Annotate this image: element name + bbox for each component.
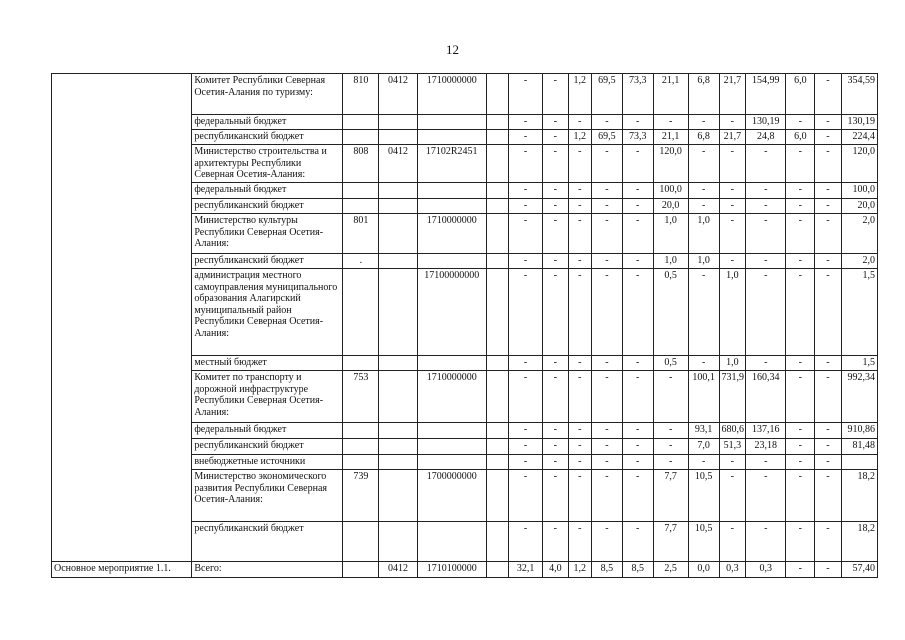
value-cell: 354,59 — [841, 74, 877, 115]
value-cell — [486, 371, 508, 423]
value-cell: 2,0 — [841, 214, 877, 254]
value-cell: 1,2 — [568, 130, 591, 145]
code-cell: 808 — [343, 145, 379, 183]
value-cell: - — [509, 199, 543, 214]
value-cell: - — [543, 199, 569, 214]
code-cell — [417, 522, 486, 562]
code-cell — [343, 522, 379, 562]
executor-cell: республиканский бюджет — [192, 254, 343, 269]
value-cell: - — [653, 423, 688, 439]
code-cell — [417, 423, 486, 439]
code-cell: 17102R2451 — [417, 145, 486, 183]
value-cell — [486, 130, 508, 145]
code-cell — [343, 356, 379, 371]
code-cell — [343, 199, 379, 214]
value-cell: - — [622, 183, 653, 199]
value-cell: 20,0 — [653, 199, 688, 214]
value-cell: 69,5 — [591, 130, 622, 145]
value-cell: - — [688, 356, 719, 371]
value-cell: - — [786, 145, 815, 183]
value-cell: - — [568, 423, 591, 439]
value-cell: 0,0 — [688, 562, 719, 578]
value-cell: - — [622, 356, 653, 371]
value-cell: - — [568, 214, 591, 254]
value-cell: 57,40 — [841, 562, 877, 578]
value-cell: - — [568, 356, 591, 371]
executor-cell: Комитет Республики Северная Осетия-Алания по туризму: — [192, 74, 343, 115]
value-cell: 1,5 — [841, 269, 877, 356]
code-cell — [417, 356, 486, 371]
value-cell: - — [591, 254, 622, 269]
value-cell: 69,5 — [591, 74, 622, 115]
value-cell: - — [543, 356, 569, 371]
code-cell — [379, 439, 417, 455]
value-cell: 21,1 — [653, 130, 688, 145]
program-label-cell — [52, 74, 192, 562]
value-cell: 6,8 — [688, 74, 719, 115]
code-cell — [379, 455, 417, 470]
value-cell: 18,2 — [841, 522, 877, 562]
value-cell: - — [543, 470, 569, 522]
value-cell: 160,34 — [746, 371, 786, 423]
value-cell: 73,3 — [622, 130, 653, 145]
value-cell: 1,0 — [719, 269, 746, 356]
value-cell: 20,0 — [841, 199, 877, 214]
value-cell: 81,48 — [841, 439, 877, 455]
code-cell: 17100000000 — [417, 269, 486, 356]
value-cell: 6,8 — [688, 130, 719, 145]
executor-cell: Министерство строительства и архитектуры Республики Северная Осетия-Алания: — [192, 145, 343, 183]
code-cell: 1710000000 — [417, 74, 486, 115]
value-cell: - — [568, 254, 591, 269]
value-cell — [486, 455, 508, 470]
value-cell: - — [568, 371, 591, 423]
value-cell: - — [815, 522, 842, 562]
value-cell: - — [719, 214, 746, 254]
value-cell — [486, 183, 508, 199]
value-cell: 224,4 — [841, 130, 877, 145]
value-cell: - — [509, 470, 543, 522]
value-cell — [486, 254, 508, 269]
main-row — [52, 562, 878, 578]
value-cell: - — [591, 199, 622, 214]
value-cell: - — [815, 423, 842, 439]
executor-cell: Всего: — [192, 562, 343, 578]
value-cell: - — [568, 269, 591, 356]
executor-cell: федеральный бюджет — [192, 115, 343, 130]
value-cell: - — [509, 439, 543, 455]
executor-cell: Министерство культуры Республики Северная Осетия-Алания: — [192, 214, 343, 254]
value-cell: 23,18 — [746, 439, 786, 455]
value-cell: 8,5 — [591, 562, 622, 578]
value-cell: - — [786, 199, 815, 214]
value-cell: - — [509, 522, 543, 562]
executor-cell: федеральный бюджет — [192, 423, 343, 439]
value-cell: 21,7 — [719, 130, 746, 145]
value-cell: - — [688, 183, 719, 199]
value-cell: - — [591, 269, 622, 356]
value-cell: - — [688, 455, 719, 470]
table-row — [52, 74, 878, 115]
value-cell: 2,0 — [841, 254, 877, 269]
code-cell — [343, 183, 379, 199]
value-cell: - — [746, 214, 786, 254]
value-cell: 0,5 — [653, 269, 688, 356]
value-cell: - — [815, 130, 842, 145]
value-cell: 0,5 — [653, 356, 688, 371]
value-cell — [841, 455, 877, 470]
code-cell — [417, 199, 486, 214]
value-cell: - — [815, 183, 842, 199]
value-cell: 18,2 — [841, 470, 877, 522]
value-cell: 32,1 — [509, 562, 543, 578]
value-cell: - — [786, 439, 815, 455]
code-cell: 739 — [343, 470, 379, 522]
value-cell: - — [509, 74, 543, 115]
main-event-label: Основное мероприятие 1.1. — [52, 562, 192, 578]
value-cell: - — [746, 199, 786, 214]
code-cell: . — [343, 254, 379, 269]
value-cell: - — [719, 470, 746, 522]
value-cell: - — [509, 371, 543, 423]
value-cell: - — [568, 455, 591, 470]
page-number: 12 — [446, 42, 459, 57]
value-cell: - — [543, 371, 569, 423]
value-cell: - — [746, 254, 786, 269]
value-cell: - — [815, 371, 842, 423]
value-cell: - — [568, 439, 591, 455]
value-cell: - — [509, 214, 543, 254]
value-cell: 1,5 — [841, 356, 877, 371]
value-cell: - — [591, 470, 622, 522]
code-cell — [343, 455, 379, 470]
value-cell: - — [591, 371, 622, 423]
value-cell: 10,5 — [688, 522, 719, 562]
executor-cell: республиканский бюджет — [192, 130, 343, 145]
code-cell — [417, 455, 486, 470]
value-cell: 992,34 — [841, 371, 877, 423]
code-cell: 0412 — [379, 74, 417, 115]
code-cell — [379, 371, 417, 423]
value-cell: 680,6 — [719, 423, 746, 439]
code-cell — [343, 439, 379, 455]
value-cell: 2,5 — [653, 562, 688, 578]
code-cell: 1700000000 — [417, 470, 486, 522]
value-cell: 910,86 — [841, 423, 877, 439]
value-cell: - — [786, 522, 815, 562]
executor-cell: республиканский бюджет — [192, 439, 343, 455]
executor-cell: администрация местного самоуправления муниципального образования Алагирский муниципальный район Республики Северная Осетия-Алания: — [192, 269, 343, 356]
code-cell — [343, 423, 379, 439]
value-cell: 1,0 — [688, 254, 719, 269]
value-cell: 7,0 — [688, 439, 719, 455]
executor-cell: Комитет по транспорту и дорожной инфраструктуре Республики Северная Осетия-Алания: — [192, 371, 343, 423]
value-cell — [486, 214, 508, 254]
value-cell — [486, 423, 508, 439]
code-cell — [379, 522, 417, 562]
value-cell: - — [746, 455, 786, 470]
value-cell: 1,2 — [568, 562, 591, 578]
value-cell: - — [509, 423, 543, 439]
value-cell: - — [591, 214, 622, 254]
value-cell: - — [543, 145, 569, 183]
code-cell — [379, 470, 417, 522]
value-cell: 120,0 — [841, 145, 877, 183]
value-cell: 21,7 — [719, 74, 746, 115]
value-cell — [486, 522, 508, 562]
value-cell: 100,0 — [653, 183, 688, 199]
value-cell: - — [622, 439, 653, 455]
value-cell: - — [786, 254, 815, 269]
value-cell: - — [543, 522, 569, 562]
value-cell: - — [591, 115, 622, 130]
code-cell — [417, 439, 486, 455]
value-cell: - — [653, 115, 688, 130]
value-cell: - — [543, 74, 569, 115]
value-cell — [486, 269, 508, 356]
value-cell: 130,19 — [841, 115, 877, 130]
value-cell: - — [591, 145, 622, 183]
code-cell — [379, 423, 417, 439]
value-cell: - — [543, 269, 569, 356]
value-cell: 7,7 — [653, 470, 688, 522]
value-cell: 4,0 — [543, 562, 569, 578]
value-cell: - — [509, 356, 543, 371]
code-cell: 810 — [343, 74, 379, 115]
value-cell: - — [815, 214, 842, 254]
value-cell: - — [509, 455, 543, 470]
value-cell: - — [688, 145, 719, 183]
value-cell: - — [786, 562, 815, 578]
value-cell: - — [815, 74, 842, 115]
code-cell — [417, 115, 486, 130]
value-cell: - — [543, 423, 569, 439]
value-cell: - — [815, 356, 842, 371]
value-cell — [486, 470, 508, 522]
value-cell: 10,5 — [688, 470, 719, 522]
value-cell — [486, 356, 508, 371]
value-cell: - — [815, 562, 842, 578]
code-cell — [379, 254, 417, 269]
value-cell: 120,0 — [653, 145, 688, 183]
value-cell — [486, 562, 508, 578]
value-cell: - — [746, 470, 786, 522]
value-cell: 731,9 — [719, 371, 746, 423]
executor-cell: Министерство экономического развития Республики Северная Осетия-Алания: — [192, 470, 343, 522]
code-cell — [379, 183, 417, 199]
value-cell: - — [543, 254, 569, 269]
value-cell: - — [622, 522, 653, 562]
value-cell: 24,8 — [746, 130, 786, 145]
value-cell: - — [653, 439, 688, 455]
value-cell: - — [568, 522, 591, 562]
value-cell: - — [622, 455, 653, 470]
value-cell: 100,1 — [688, 371, 719, 423]
value-cell: - — [719, 522, 746, 562]
value-cell: - — [543, 439, 569, 455]
code-cell — [379, 269, 417, 356]
value-cell: - — [653, 371, 688, 423]
code-cell — [417, 130, 486, 145]
value-cell: - — [622, 115, 653, 130]
value-cell: - — [543, 455, 569, 470]
executor-cell: республиканский бюджет — [192, 199, 343, 214]
value-cell: - — [622, 423, 653, 439]
code-cell: 801 — [343, 214, 379, 254]
executor-cell: местный бюджет — [192, 356, 343, 371]
value-cell: - — [509, 115, 543, 130]
table-body — [52, 74, 878, 578]
value-cell: - — [719, 254, 746, 269]
value-cell: 7,7 — [653, 522, 688, 562]
value-cell: 93,1 — [688, 423, 719, 439]
value-cell: - — [719, 199, 746, 214]
value-cell: 1,0 — [719, 356, 746, 371]
code-cell: 0412 — [379, 145, 417, 183]
value-cell: - — [509, 254, 543, 269]
value-cell — [486, 115, 508, 130]
value-cell: - — [622, 269, 653, 356]
code-cell — [417, 183, 486, 199]
value-cell: - — [622, 371, 653, 423]
value-cell: - — [815, 439, 842, 455]
value-cell: - — [786, 356, 815, 371]
value-cell: - — [622, 145, 653, 183]
value-cell: - — [543, 214, 569, 254]
value-cell: 6,0 — [786, 74, 815, 115]
value-cell: - — [746, 183, 786, 199]
value-cell: - — [622, 214, 653, 254]
value-cell: - — [591, 455, 622, 470]
value-cell: - — [509, 183, 543, 199]
code-cell: 1710000000 — [417, 214, 486, 254]
value-cell: 21,1 — [653, 74, 688, 115]
value-cell: 130,19 — [746, 115, 786, 130]
value-cell: - — [568, 115, 591, 130]
value-cell: - — [786, 214, 815, 254]
value-cell: - — [719, 145, 746, 183]
value-cell: - — [509, 130, 543, 145]
value-cell: - — [591, 183, 622, 199]
value-cell: - — [786, 423, 815, 439]
value-cell: - — [815, 199, 842, 214]
code-cell — [343, 269, 379, 356]
value-cell: - — [543, 115, 569, 130]
value-cell: - — [786, 455, 815, 470]
value-cell: - — [786, 470, 815, 522]
code-cell — [417, 254, 486, 269]
value-cell: - — [786, 269, 815, 356]
value-cell: - — [622, 199, 653, 214]
value-cell: - — [719, 115, 746, 130]
code-cell — [343, 115, 379, 130]
code-cell — [379, 214, 417, 254]
code-cell: 0412 — [379, 562, 417, 578]
value-cell: - — [688, 199, 719, 214]
value-cell: 137,16 — [746, 423, 786, 439]
value-cell: - — [688, 269, 719, 356]
value-cell: 73,3 — [622, 74, 653, 115]
value-cell: - — [815, 470, 842, 522]
value-cell — [486, 199, 508, 214]
code-cell — [343, 130, 379, 145]
value-cell — [486, 74, 508, 115]
executor-cell: внебюджетные источники — [192, 455, 343, 470]
value-cell: - — [622, 470, 653, 522]
code-cell: 753 — [343, 371, 379, 423]
code-cell — [379, 356, 417, 371]
value-cell: - — [568, 145, 591, 183]
code-cell — [343, 562, 379, 578]
value-cell: - — [786, 371, 815, 423]
value-cell: 1,0 — [653, 254, 688, 269]
budget-table — [51, 73, 878, 578]
value-cell: - — [746, 145, 786, 183]
value-cell: - — [591, 423, 622, 439]
code-cell — [379, 115, 417, 130]
value-cell — [486, 145, 508, 183]
value-cell: 6,0 — [786, 130, 815, 145]
value-cell: - — [746, 269, 786, 356]
value-cell: 0,3 — [746, 562, 786, 578]
value-cell: - — [815, 145, 842, 183]
value-cell: - — [746, 522, 786, 562]
value-cell: - — [815, 455, 842, 470]
value-cell: - — [509, 145, 543, 183]
value-cell: 154,99 — [746, 74, 786, 115]
value-cell: - — [786, 115, 815, 130]
value-cell: - — [568, 183, 591, 199]
value-cell: - — [719, 183, 746, 199]
value-cell: - — [815, 269, 842, 356]
value-cell: 1,0 — [653, 214, 688, 254]
value-cell: - — [719, 455, 746, 470]
value-cell: - — [786, 183, 815, 199]
value-cell: - — [815, 254, 842, 269]
value-cell: - — [591, 439, 622, 455]
code-cell — [379, 130, 417, 145]
value-cell: - — [568, 470, 591, 522]
value-cell: 8,5 — [622, 562, 653, 578]
value-cell: - — [568, 199, 591, 214]
value-cell: 100,0 — [841, 183, 877, 199]
code-cell: 1710100000 — [417, 562, 486, 578]
value-cell: - — [622, 254, 653, 269]
value-cell: - — [591, 522, 622, 562]
value-cell: 1,2 — [568, 74, 591, 115]
code-cell: 1710000000 — [417, 371, 486, 423]
value-cell: - — [815, 115, 842, 130]
value-cell: - — [543, 183, 569, 199]
value-cell: 0,3 — [719, 562, 746, 578]
value-cell: - — [653, 455, 688, 470]
executor-cell: федеральный бюджет — [192, 183, 343, 199]
value-cell: - — [591, 356, 622, 371]
value-cell: 1,0 — [688, 214, 719, 254]
value-cell: - — [543, 130, 569, 145]
value-cell: - — [746, 356, 786, 371]
value-cell — [486, 439, 508, 455]
code-cell — [379, 199, 417, 214]
value-cell: 51,3 — [719, 439, 746, 455]
executor-cell: республиканский бюджет — [192, 522, 343, 562]
value-cell: - — [509, 269, 543, 356]
value-cell: - — [688, 115, 719, 130]
